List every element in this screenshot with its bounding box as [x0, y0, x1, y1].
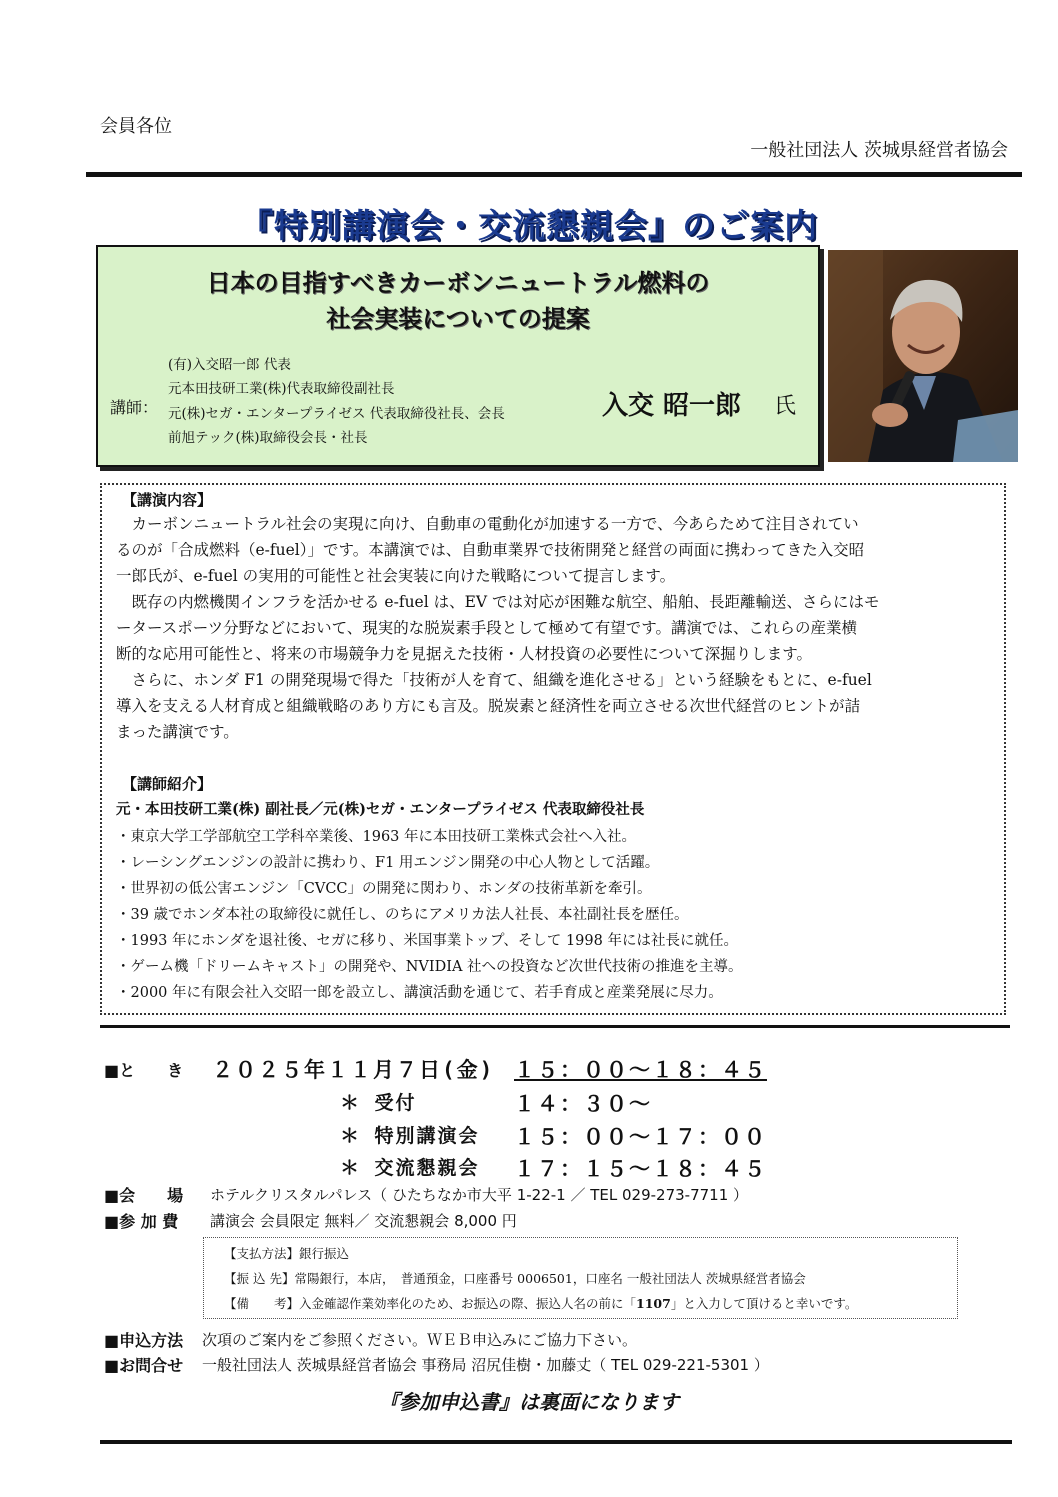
payment-account: 【振 込 先】常陽銀行，本店， 普通預金，口座番号 0006501，口座名 一般社団法人 茨城県経営者協会 — [224, 1271, 806, 1286]
lecture-line: まった講演です。 — [116, 723, 239, 741]
lecture-body — [116, 511, 986, 745]
inquiry-value: 一般社団法人 茨城県経営者協会 事務局 沼尻佳樹・加藤丈（ TEL 029-221-5301 ） — [202, 1356, 769, 1374]
event-time: １５：００～１８：４５ — [514, 1058, 767, 1082]
application-label: ■申込方法 — [104, 1331, 184, 1350]
profile-bullet: ・1993 年にホンダを退社後、セガに移り、米国事業トップ、そして 1998 年には社長に就任。 — [116, 933, 738, 949]
lecture-line: 既存の内燃機関インフラを活かせる e-fuel は、EV では対応が困難な航空、船舶、長距離輸送、さらにはモ — [116, 593, 880, 611]
details-box — [100, 483, 1006, 1015]
profile-bullet: ・2000 年に有限会社入交昭一郎を設立し、講演活動を通じて、若手育成と産業発展に尽力。 — [116, 985, 723, 1001]
page-title: 『特別講演会・交流懇親会』のご案内 — [240, 206, 818, 245]
venue-value: ホテルクリスタルパレス（ ひたちなか市大平 1-22-1 ／ TEL 029-273-7711 ） — [210, 1186, 749, 1204]
profile-bullet: ・東京大学工学部航空工学科卒業後、1963 年に本田技研工業株式会社へ入社。 — [116, 829, 637, 845]
profile-subtitle: 元・本田技研工業(株) 副社長／元(株)セガ・エンタープライゼス 代表取締役社長 — [116, 801, 645, 818]
middle-divider — [100, 1025, 1010, 1028]
lecture-heading: 【講演内容】 — [122, 491, 213, 509]
speaker-credential: 元本田技研工業(株)代表取締役副社長 — [168, 381, 395, 397]
fee-value: 講演会 会員限定 無料／ 交流懇親会 8,000 円 — [210, 1212, 517, 1230]
topic-title-line2: 社会実装についての提案 — [326, 305, 590, 333]
payment-note-suffix: 」と入力して頂けると幸いです。 — [670, 1296, 858, 1311]
organization-name: 一般社団法人 茨城県経営者協会 — [750, 140, 1008, 161]
speaker-credential: 前旭テック(株)取締役会長・社長 — [168, 430, 368, 446]
lecture-line: さらに、ホンダ F1 の開発現場で得た「技術が人を育て、組織を進化させる」という経験をもとに、e-fuel — [116, 671, 872, 689]
when-label: ■と き — [104, 1061, 184, 1080]
lecture-line: 導入を支える人材育成と組織戦略のあり方にも言及。脱炭素と経済性を両立させる次世代経営のヒントが詰 — [116, 697, 861, 715]
inquiry-label: ■お問合せ — [104, 1356, 184, 1375]
lecture-line: ータースポーツ分野などにおいて、現実的な脱炭素手段として極めて有望です。講演では、これらの産業横 — [116, 619, 858, 637]
lecture-line: カーボンニュートラル社会の実現に向け、自動車の電動化が加速する一方で、今あらためて注目されてい — [116, 515, 859, 533]
schedule-item-label: ＊ 特別講演会 — [340, 1125, 480, 1147]
profile-bullet: ・ゲーム機「ドリームキャスト」の開発や、NVIDIA 社への投資など次世代技術の推進を主導。 — [116, 959, 743, 975]
profile-bullet: ・レーシングエンジンの設計に携わり、F1 用エンジン開発の中心人物として活躍。 — [116, 855, 660, 871]
venue-label: ■会 場 — [104, 1186, 184, 1205]
top-divider — [86, 172, 1022, 177]
fee-label: ■参 加 費 — [104, 1212, 179, 1231]
application-value: 次項のご案内をご参照ください。ＷＥＢ申込みにご協力下さい。 — [202, 1331, 638, 1349]
profile-bullet: ・世界初の低公害エンジン「CVCC」の開発に関わり、ホンダの技術革新を牽引。 — [116, 881, 652, 897]
event-date: ２０２５年１１月７日(金) — [212, 1058, 495, 1082]
schedule-item-time: １４：３０～ — [514, 1092, 652, 1116]
payment-note-code: 1107 — [636, 1296, 671, 1311]
bottom-divider — [100, 1440, 1012, 1444]
speaker-name: 入交 昭一郎 — [602, 391, 742, 421]
schedule-item-label: ＊ 交流懇親会 — [340, 1157, 480, 1179]
lecture-line: 断的な応用可能性と、将来の市場競争力を見据えた技術・人材投資の必要性について深掘りします。 — [116, 645, 812, 663]
recipient-line: 会員各位 — [100, 116, 172, 137]
payment-note-prefix: 【備 考】入金確認作業効率化のため、お振込の際、振込人名の前に「 — [224, 1296, 637, 1311]
topic-title-line1: 日本の目指すべきカーボンニュートラル燃料の — [206, 269, 710, 297]
lecture-line: 一郎氏が、e-fuel の実用的可能性と社会実装に向けた戦略について提言します。 — [116, 567, 676, 585]
application-form-note: 『参加申込書』は裏面になります — [379, 1390, 679, 1414]
lecture-line: るのが「合成燃料（e-fuel）」です。本講演では、自動車業界で技術開発と経営の両面に携わってきた入交昭 — [116, 541, 865, 559]
payment-method: 【支払方法】銀行振込 — [224, 1246, 350, 1261]
payment-note — [224, 1294, 857, 1312]
schedule-item-label: ＊ 受付 — [340, 1092, 417, 1114]
speaker-credential: (有)入交昭一郎 代表 — [168, 357, 291, 373]
speaker-credential: 元(株)セガ・エンタープライゼス 代表取締役社長、会長 — [168, 406, 505, 422]
speaker-photo — [828, 250, 1018, 462]
speaker-label: 講師： — [110, 398, 159, 417]
speaker-honorific: 氏 — [774, 394, 797, 419]
schedule-item-time: １５：００～１７：００ — [514, 1125, 767, 1149]
topic-box — [96, 245, 820, 467]
profile-bullet: ・39 歳でホンダ本社の取締役に就任し、のちにアメリカ法人社長、本社副社長を歴任。 — [116, 907, 689, 923]
schedule-item-time: １７：１５～１８：４５ — [514, 1157, 767, 1181]
profile-heading: 【講師紹介】 — [122, 775, 213, 793]
payment-box — [203, 1237, 958, 1319]
